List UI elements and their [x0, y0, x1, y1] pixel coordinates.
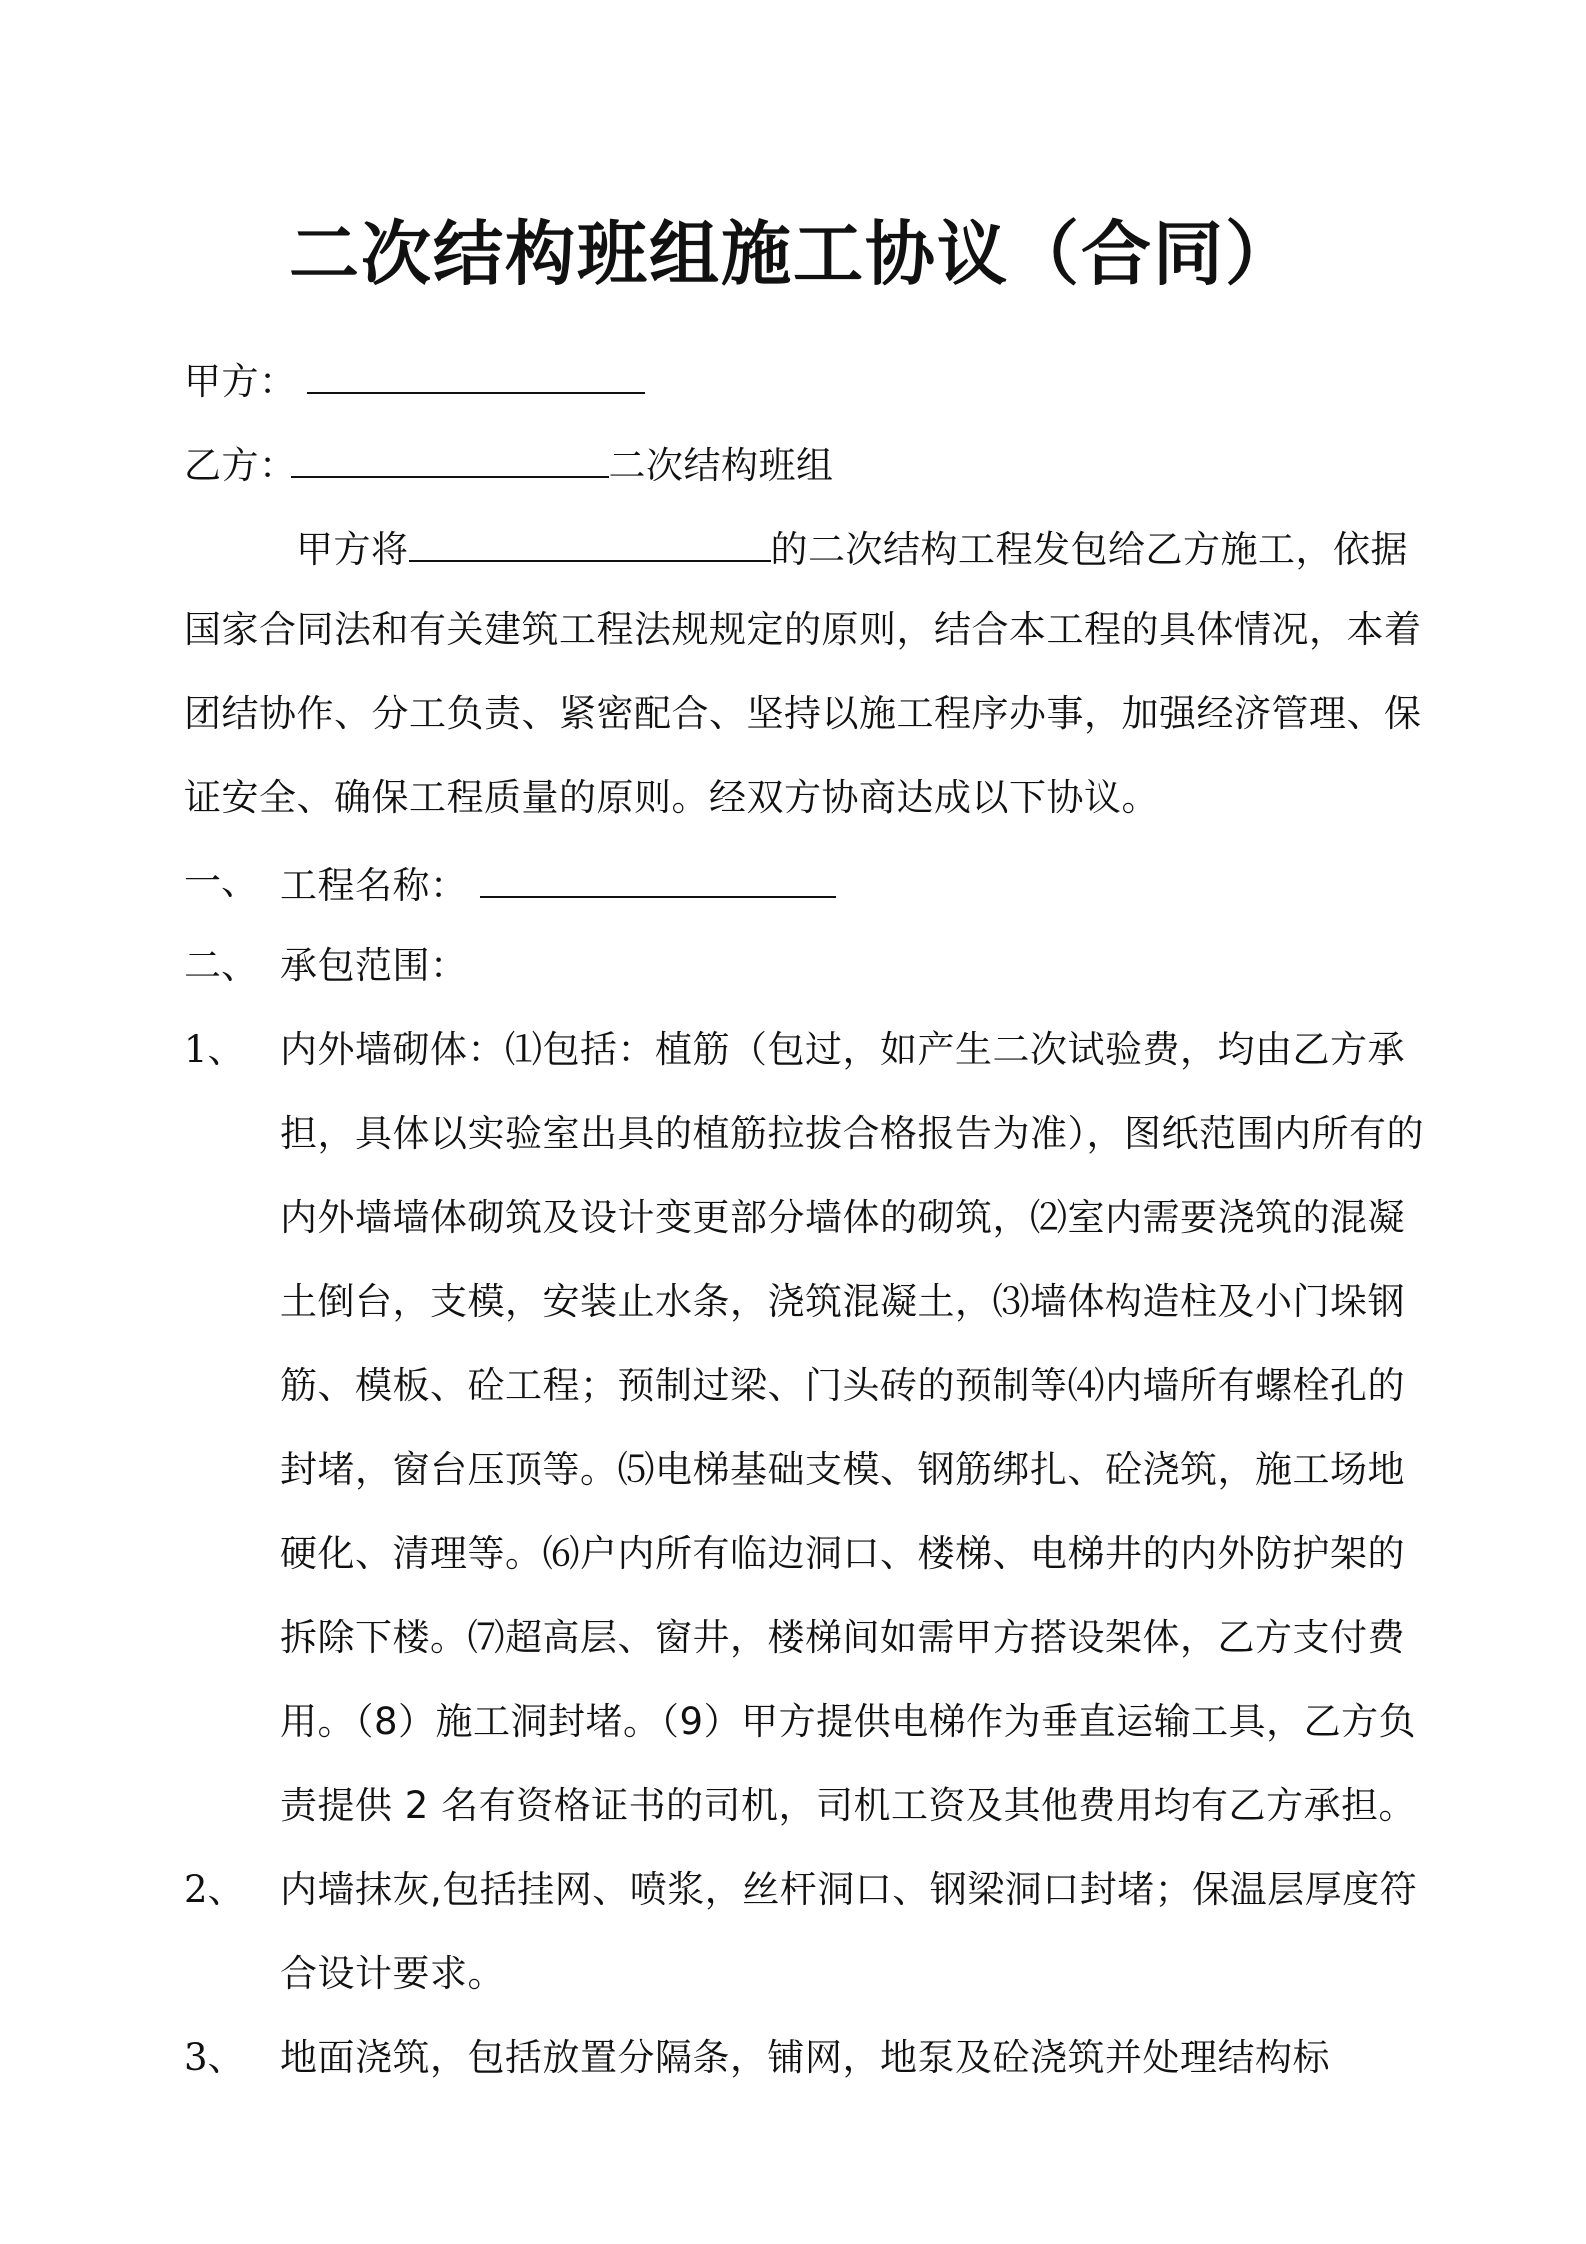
party-a-blank: [307, 352, 645, 394]
item-1-line: 责提供 2 名有资格证书的司机，司机工资及其他费用均有乙方承担。: [280, 1784, 1417, 1827]
intro-line-2: 国家合同法和有关建筑工程法规规定的原则，结合本工程的具体情况，本着: [184, 608, 1422, 651]
item-2-line: 内墙抹灰,包括挂网、喷浆，丝杆洞口、钢梁洞口封堵；保温层厚度符: [280, 1868, 1418, 1911]
item-1-line: 土倒台，支模，安装止水条，浇筑混凝土，⑶墙体构造柱及小门垛钢: [280, 1280, 1405, 1323]
item-3-number: 3、: [184, 2036, 245, 2079]
item-2-number: 2、: [184, 1868, 245, 1911]
item-3-line: 地面浇筑，包括放置分隔条，铺网，地泵及砼浇筑并处理结构标: [280, 2036, 1330, 2079]
project-blank: [409, 520, 771, 562]
item-1-line: 拆除下楼。⑺超高层、窗井，楼梯间如需甲方搭设架体，乙方支付费: [280, 1616, 1405, 1659]
party-a-line: [184, 352, 645, 408]
item-1-line: 筋、模板、砼工程；预制过梁、门头砖的预制等⑷内墙所有螺栓孔的: [280, 1364, 1405, 1407]
intro-line-1-rest: 的二次结构工程发包给乙方施工，依据: [770, 528, 1408, 571]
section-1-line: [280, 856, 836, 912]
section-2-label: 承包范围：: [280, 944, 468, 987]
intro-line-3: 团结协作、分工负责、紧密配合、坚持以施工程序办事，加强经济管理、保: [184, 692, 1422, 735]
item-1-line: 内外墙墙体砌筑及设计变更部分墙体的砌筑，⑵室内需要浇筑的混凝: [280, 1196, 1405, 1239]
document-title: 二次结构班组施工协议（合同）: [289, 213, 1297, 295]
item-1-line: 担，具体以实验室出具的植筋拉拔合格报告为准），图纸范围内所有的: [280, 1112, 1424, 1155]
party-b-suffix: 二次结构班组: [608, 444, 834, 487]
party-a-label: 甲方：: [184, 360, 297, 403]
intro-line-4: 证安全、确保工程质量的原则。经双方协商达成以下协议。: [184, 776, 1159, 819]
intro-prefix: 甲方将: [296, 528, 409, 571]
item-1-line: 内外墙砌体：⑴包括：植筋（包过，如产生二次试验费，均由乙方承: [280, 1028, 1405, 1071]
party-b-label: 乙方：: [184, 444, 297, 487]
section-1-label: 工程名称：: [280, 864, 468, 907]
intro-line-1: [296, 520, 1408, 576]
party-b-blank: [291, 436, 609, 478]
item-2-line: 合设计要求。: [280, 1952, 505, 1995]
party-b-line: [184, 436, 834, 492]
section-2-number: 二、: [184, 944, 258, 987]
item-1-number: 1、: [184, 1028, 245, 1071]
project-name-blank: [480, 856, 836, 898]
section-1-number: 一、: [184, 860, 258, 903]
item-1-line: 硬化、清理等。⑹户内所有临边洞口、楼梯、电梯井的内外防护架的: [280, 1532, 1405, 1575]
item-1-line: 封堵，窗台压顶等。⑸电梯基础支模、钢筋绑扎、砼浇筑，施工场地: [280, 1448, 1405, 1491]
item-1-line: 用。（8）施工洞封堵。（9）甲方提供电梯作为垂直运输工具，乙方负: [280, 1700, 1417, 1743]
